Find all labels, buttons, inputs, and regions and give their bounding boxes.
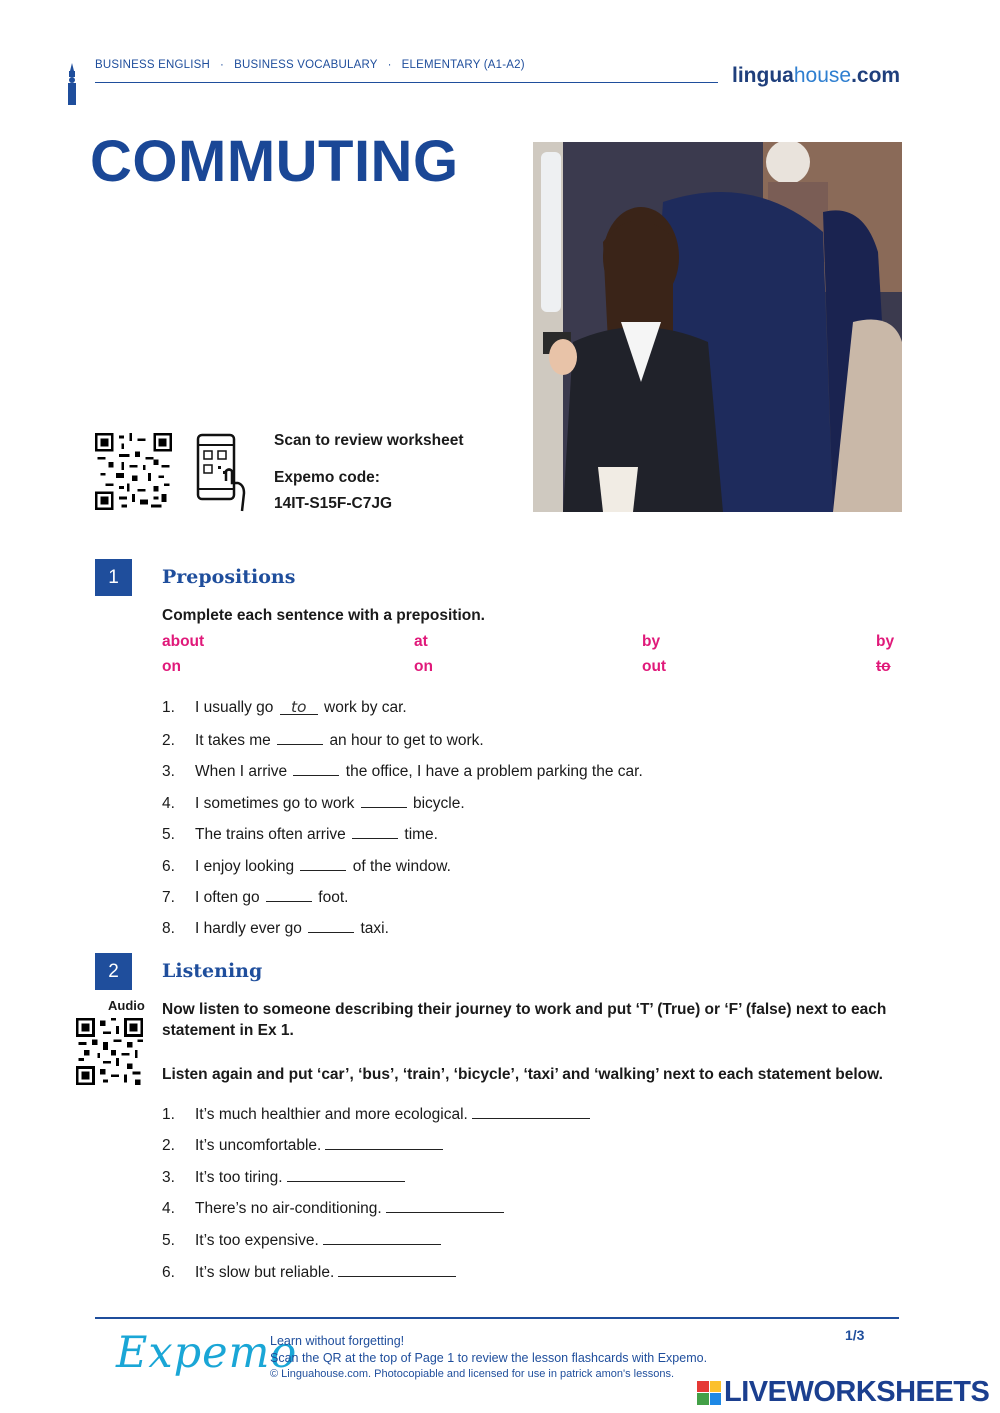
breadcrumb-item[interactable]: ELEMENTARY (A1-A2) <box>401 59 525 71</box>
answer-blank[interactable] <box>361 794 407 808</box>
exercise-item: 3. It’s too tiring. <box>162 1168 405 1187</box>
exercise-item: 4. I sometimes go to work bicycle. <box>162 795 465 812</box>
section-instruction: Complete each sentence with a preposition. <box>162 607 485 624</box>
word-bank-item: on <box>162 658 181 675</box>
commuter-photo <box>533 142 902 512</box>
word-bank-item: by <box>876 633 895 650</box>
page-number: 1/3 <box>845 1327 865 1343</box>
word-bank-item: at <box>414 633 428 650</box>
big-ben-icon <box>66 63 78 105</box>
answer-blank[interactable] <box>308 919 354 933</box>
word-bank-item: out <box>642 658 667 675</box>
exercise-item: 5. It’s too expensive. <box>162 1231 441 1250</box>
breadcrumb-item[interactable]: BUSINESS VOCABULARY <box>234 59 378 71</box>
header-divider <box>95 82 718 83</box>
liveworksheets-logo[interactable]: LIVEWORKSHEETS <box>697 1376 989 1409</box>
liveworksheets-icon <box>697 1381 721 1405</box>
exercise-item: 7. I often go foot. <box>162 889 349 906</box>
word-bank-item-used: to <box>876 658 891 675</box>
scan-label: Scan to review worksheet <box>274 432 464 449</box>
exercise-item: 8. I hardly ever go taxi. <box>162 920 389 937</box>
exercise-item: 5. The trains often arrive time. <box>162 826 438 843</box>
exercise-item: 1. It’s much healthier and more ecological. <box>162 1105 590 1124</box>
answer-blank[interactable] <box>472 1105 590 1119</box>
answer-blank[interactable] <box>300 857 346 871</box>
answer-blank[interactable] <box>352 825 398 839</box>
expemo-logo[interactable]: Expemo <box>116 1328 298 1378</box>
footer-text: Learn without forgetting! Scan the QR at the top of Page 1 to review the lesson flashcards with Expemo. © Linguahouse.com. Photocopiable and licensed for use in patrick amon's lessons. <box>270 1334 708 1380</box>
exercise-item: 2. It takes me an hour to get to work. <box>162 732 484 749</box>
exercise-item: 6. I enjoy looking of the window. <box>162 858 451 875</box>
section-instruction: Now listen to someone describing their journey to work and put ‘T’ (True) or ‘F’ (false) next to each statement in Ex 1. <box>162 1001 887 1039</box>
audio-label: Audio <box>108 998 145 1013</box>
answer-blank[interactable] <box>325 1136 443 1150</box>
section-number: 1 <box>95 559 132 596</box>
exercise-item: 1. I usually go to work by car. <box>162 698 407 716</box>
word-bank-item: on <box>414 658 433 675</box>
exercise-item: 2. It’s uncomfortable. <box>162 1136 443 1155</box>
breadcrumb: BUSINESS ENGLISH · BUSINESS VOCABULARY · ELEMENTARY (A1-A2) <box>95 59 525 71</box>
exercise-item: 6. It’s slow but reliable. <box>162 1263 456 1282</box>
answer-blank[interactable]: to <box>280 700 318 715</box>
linguahouse-logo[interactable]: linguahouse.com <box>732 64 901 87</box>
answer-blank[interactable] <box>266 888 312 902</box>
answer-blank[interactable] <box>277 731 323 745</box>
answer-blank[interactable] <box>293 762 339 776</box>
exercise-item: 3. When I arrive the office, I have a problem parking the car. <box>162 763 643 780</box>
section-title: Listening <box>162 960 263 982</box>
expemo-code-label: Expemo code: <box>274 469 380 486</box>
answer-blank[interactable] <box>287 1168 405 1182</box>
expemo-code: 14IT-S15F-C7JG <box>274 495 393 512</box>
page-title: COMMUTING <box>90 129 459 194</box>
footer-divider <box>95 1317 899 1319</box>
section-title: Prepositions <box>162 566 296 588</box>
breadcrumb-item[interactable]: BUSINESS ENGLISH <box>95 59 211 71</box>
answer-blank[interactable] <box>338 1263 456 1277</box>
section-instruction: Listen again and put ‘car’, ‘bus’, ‘train’, ‘bicycle’, ‘taxi’ and ‘walking’ next to each statement below. <box>162 1066 883 1083</box>
phone-scan-icon <box>196 433 248 513</box>
word-bank-item: by <box>642 633 661 650</box>
section-number: 2 <box>95 953 132 990</box>
word-bank-item: about <box>162 633 205 650</box>
audio-qr-code-icon[interactable] <box>76 1018 143 1085</box>
qr-code-icon[interactable] <box>95 433 172 510</box>
answer-blank[interactable] <box>386 1199 504 1213</box>
answer-blank[interactable] <box>323 1231 441 1245</box>
exercise-item: 4. There’s no air-conditioning. <box>162 1199 504 1218</box>
